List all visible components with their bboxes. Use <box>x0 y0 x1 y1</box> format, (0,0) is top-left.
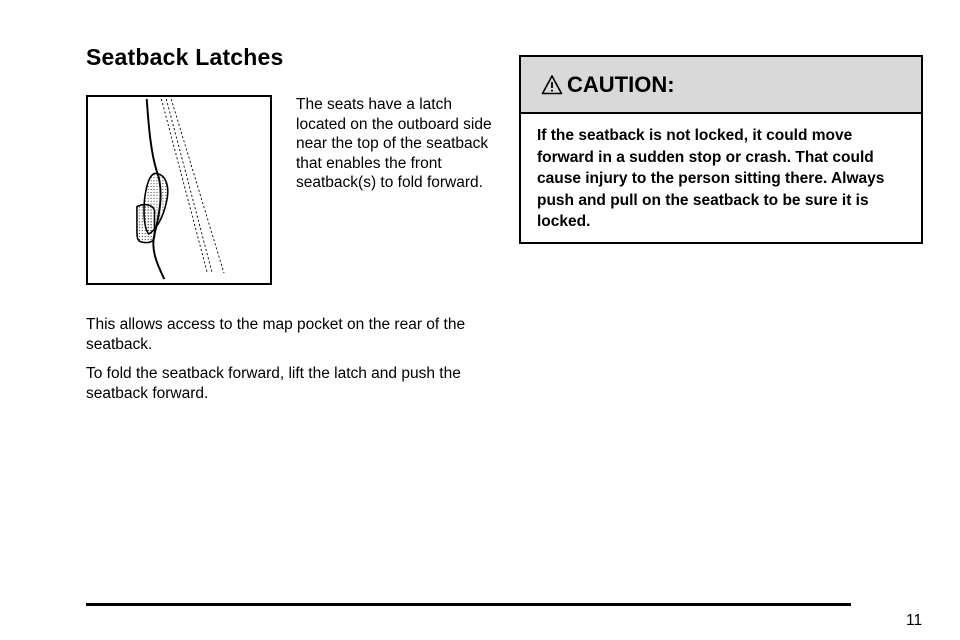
seatback-edge-line <box>166 99 212 273</box>
latch-description: The seats have a latch located on the outboard side near the top of the seatback that enables the front seatback(s) to fold forward. <box>296 96 492 192</box>
seatback-drawing <box>88 97 270 283</box>
caution-text: If the seatback is not locked, it could move forward in a sudden stop or crash. That could cause injury to the person sitting there. Always push and pull on the seatback to be sure it is locked. <box>537 127 885 230</box>
caution-title: CAUTION: <box>567 71 675 97</box>
page-title: Seatback Latches <box>86 44 284 70</box>
footer-rule <box>86 603 851 606</box>
seatback-latch-illustration <box>86 95 272 285</box>
seatback-edge-line <box>161 99 207 273</box>
seatback-edge-line <box>171 99 224 273</box>
latch-handle <box>137 205 155 243</box>
caution-header <box>521 57 921 114</box>
warning-triangle-icon <box>541 74 563 96</box>
page-number: 11 <box>906 612 923 629</box>
paragraph-fold-instructions: To fold the seatback forward, lift the latch and push the seatback forward. <box>86 365 461 402</box>
caution-box <box>519 55 923 244</box>
paragraph-map-pocket: This allows access to the map pocket on the rear of the seatback. <box>86 316 466 353</box>
